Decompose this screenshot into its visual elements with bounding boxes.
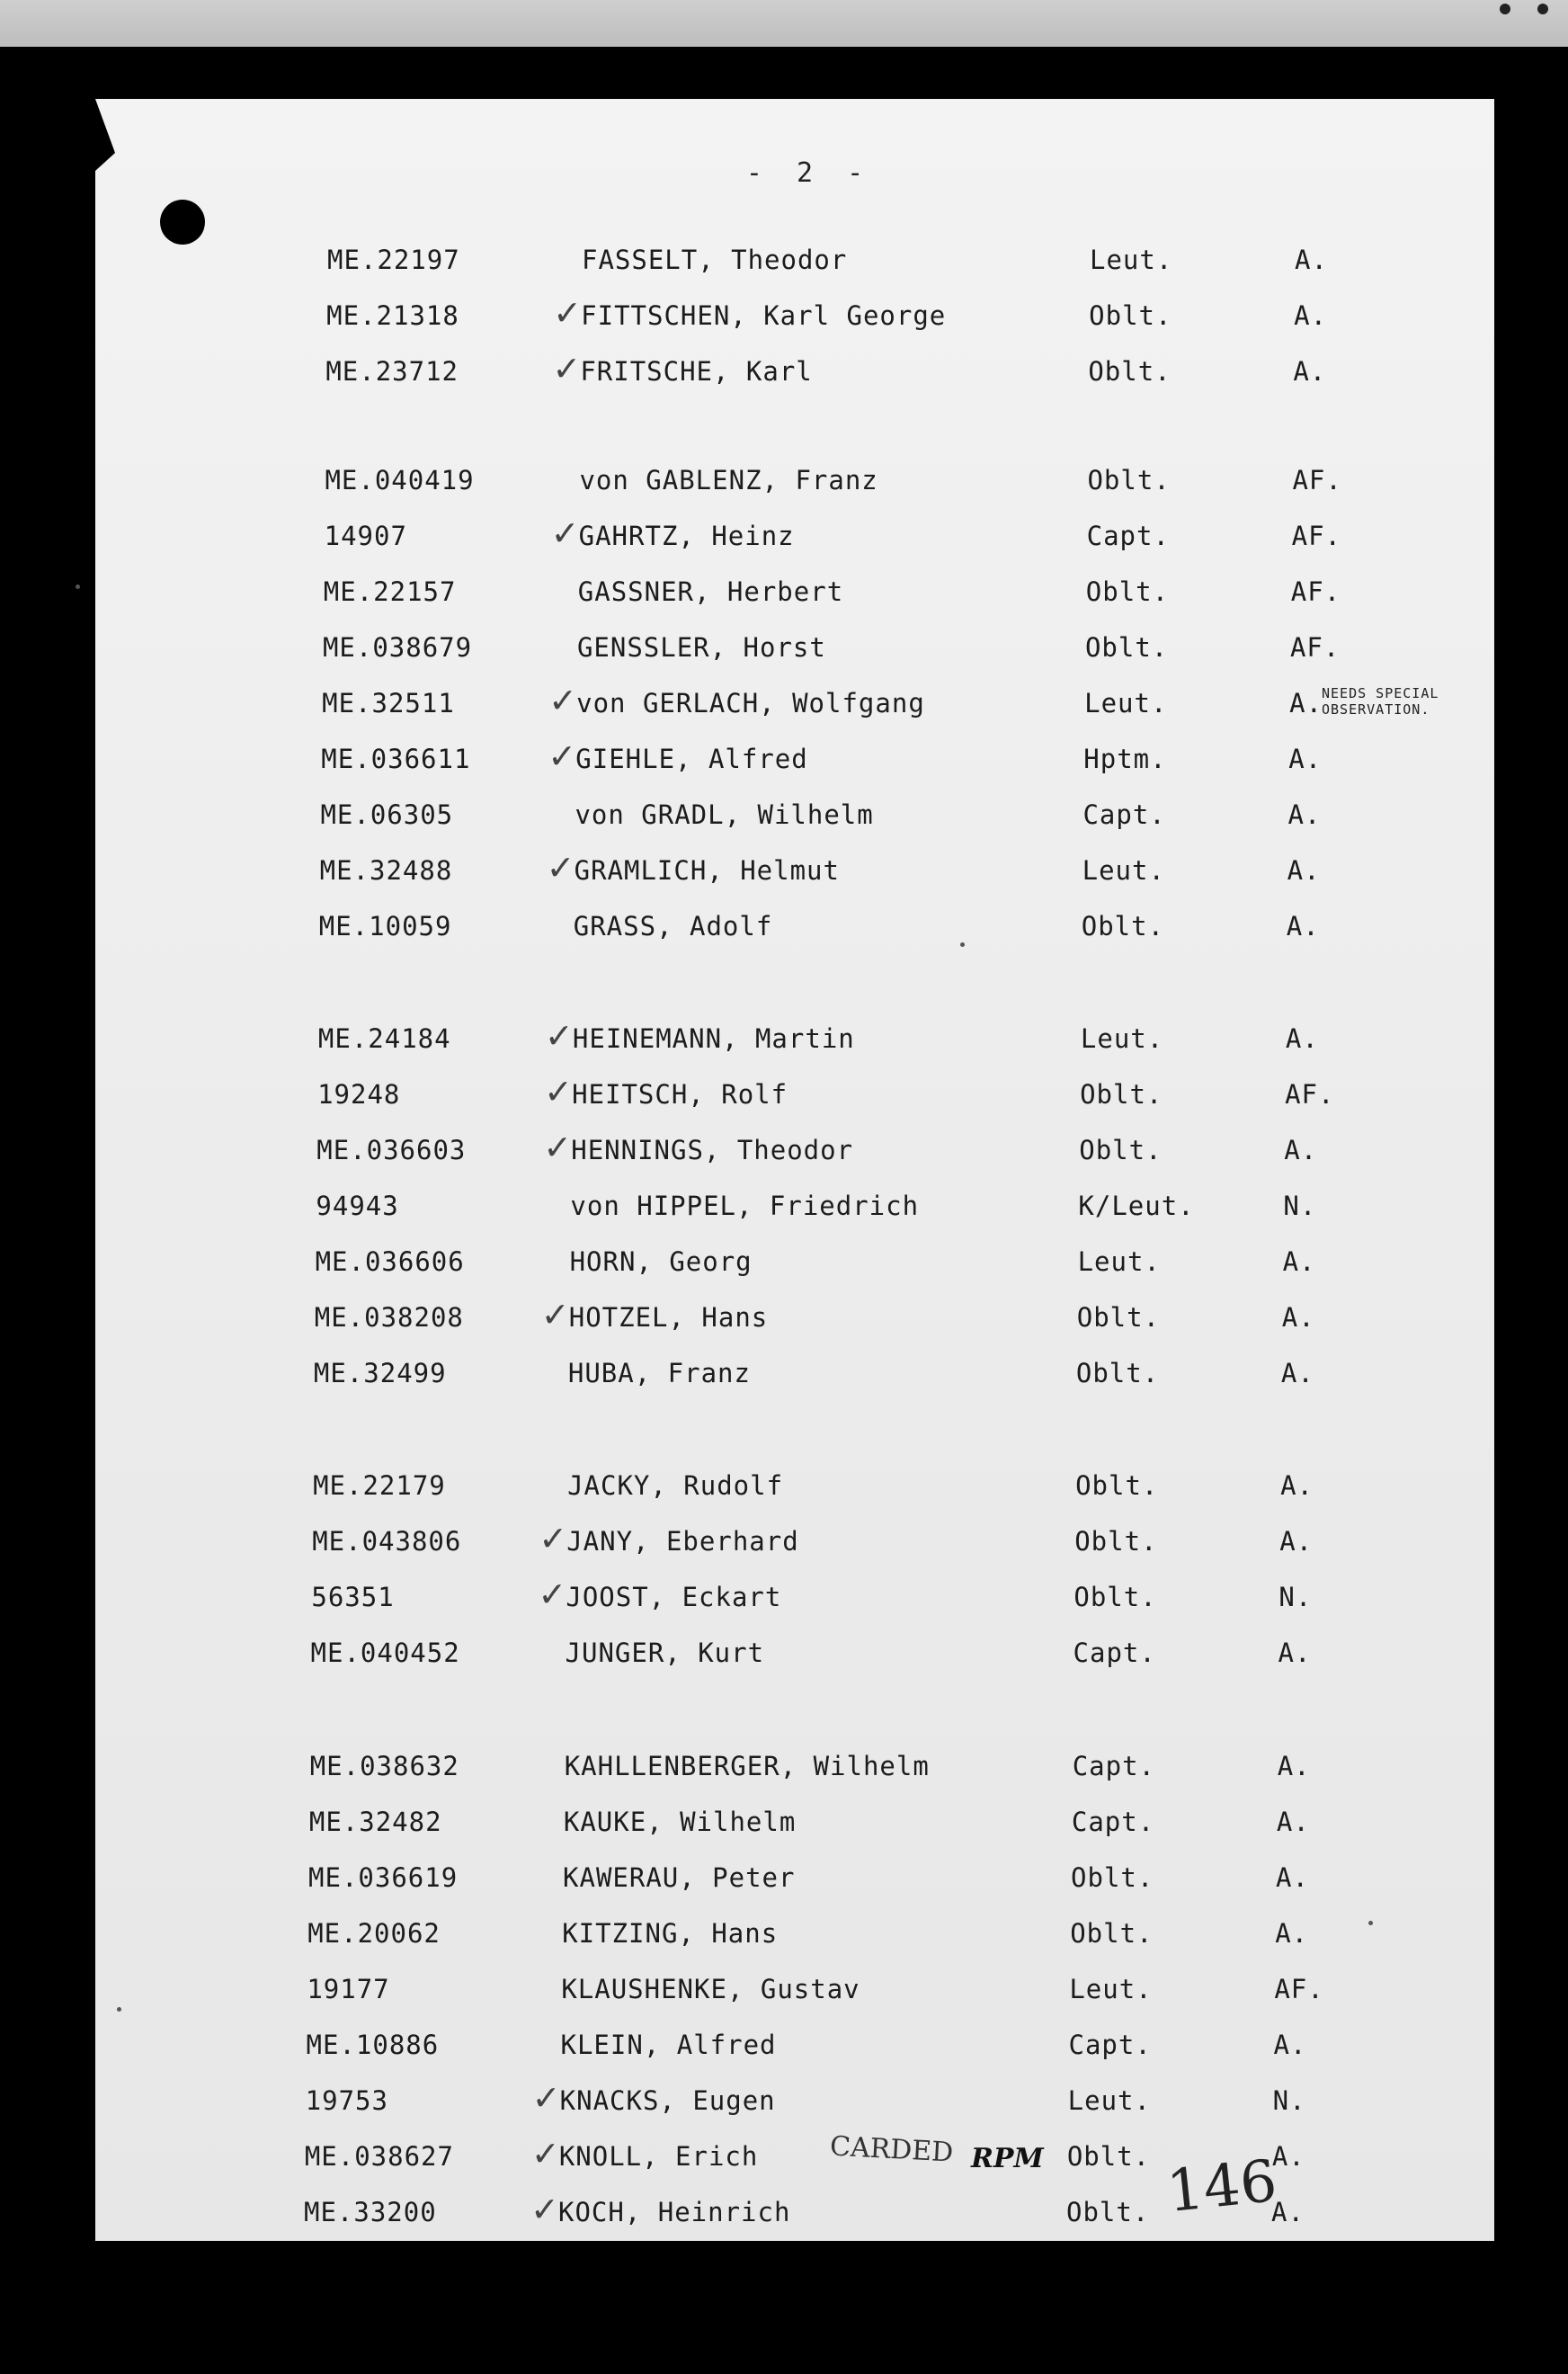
person-rank: Oblt.: [1088, 356, 1172, 387]
person-category: A.: [1275, 1918, 1309, 1949]
person-name: HOTZEL, Hans: [568, 1302, 769, 1333]
person-category: AF.: [1291, 521, 1342, 551]
person-name: KAWERAU, Peter: [563, 1862, 796, 1893]
person-category: A.: [1278, 1638, 1312, 1668]
person-rank: Oblt.: [1076, 1302, 1161, 1333]
person-id: ME.036619: [308, 1862, 459, 1893]
margin-note: [1322, 685, 1474, 718]
list-item: [316, 1246, 1331, 1282]
person-category: A.: [1276, 1807, 1310, 1837]
person-id: ME.32511: [322, 688, 455, 718]
person-category: A.: [1280, 1358, 1314, 1388]
person-category: A.: [1271, 2141, 1305, 2172]
person-category: A.: [1288, 744, 1323, 774]
person-id: ME.32482: [308, 1807, 442, 1837]
person-id: 19753: [305, 2085, 388, 2116]
person-rank: Leut.: [1080, 1023, 1164, 1054]
speck: [76, 585, 80, 589]
person-category: A.: [1273, 2030, 1307, 2060]
person-category: A.: [1277, 1751, 1311, 1781]
person-category: A.: [1287, 799, 1322, 830]
person-id: ME.038679: [322, 632, 473, 663]
person-category: AF.: [1292, 465, 1342, 495]
person-category: A.: [1287, 855, 1321, 886]
check-mark-icon: ✓: [530, 2134, 561, 2173]
person-name: HORN, Georg: [569, 1246, 753, 1277]
person-id: ME.32499: [313, 1358, 447, 1388]
person-id: 56351: [311, 1582, 395, 1612]
person-rank: Hptm.: [1083, 744, 1167, 774]
list-item: [313, 1470, 1331, 1506]
person-category: N.: [1278, 1582, 1313, 1612]
person-category: A.: [1293, 356, 1327, 387]
person-name: KLAUSHENKE, Gustav: [561, 1974, 860, 2004]
list-item: [327, 245, 1331, 281]
list-item: [322, 681, 1331, 724]
speck: [1368, 1921, 1373, 1925]
person-rank: Leut.: [1090, 245, 1173, 275]
person-rank: Capt.: [1071, 1807, 1155, 1837]
person-rank: Oblt.: [1070, 1918, 1154, 1949]
person-id: ME.21318: [326, 300, 459, 331]
person-id: 94943: [316, 1191, 399, 1221]
person-id: 19248: [317, 1079, 401, 1110]
list-item: [308, 1862, 1331, 1898]
person-category: A.: [1295, 245, 1328, 275]
list-item: [312, 1519, 1331, 1562]
check-mark-icon: ✓: [544, 1016, 575, 1056]
person-category: A.: [1285, 1023, 1319, 1054]
list-item: [325, 349, 1331, 392]
person-id: ME.24184: [317, 1023, 451, 1054]
check-mark-icon: ✓: [538, 1575, 568, 1614]
person-id: ME.040452: [310, 1638, 460, 1668]
person-rank: Leut.: [1077, 1246, 1161, 1277]
person-category: A.: [1281, 1302, 1315, 1333]
person-category: A.: [1280, 1470, 1314, 1501]
person-name: HENNINGS, Theodor: [571, 1135, 854, 1165]
person-name: KLEIN, Alfred: [560, 2030, 777, 2060]
person-name: KAHLLENBERGER, Wilhelm: [564, 1751, 930, 1781]
person-id: ME.22157: [323, 576, 457, 607]
person-category: A.: [1271, 2197, 1305, 2227]
person-name: GENSSLER, Horst: [576, 632, 826, 663]
handwritten-number: 146: [1163, 2147, 1280, 2227]
person-id: ME.036611: [321, 744, 471, 774]
person-id: ME.22197: [327, 245, 460, 275]
person-rank: Oblt.: [1075, 1358, 1160, 1388]
list-item: [317, 1016, 1331, 1059]
check-mark-icon: ✓: [553, 293, 583, 333]
person-rank: Leut.: [1082, 855, 1165, 886]
person-rank: Oblt.: [1066, 2197, 1150, 2227]
person-category: AF.: [1285, 1079, 1335, 1110]
handwritten-initials: RPM: [971, 2143, 1044, 2174]
person-name: von GERLACH, Wolfgang: [576, 688, 925, 718]
list-item: [317, 1072, 1335, 1115]
person-name: GIEHLE, Alfred: [575, 744, 808, 774]
list-item: [309, 1807, 1331, 1843]
person-name: GRAMLICH, Helmut: [574, 855, 840, 886]
person-rank: Oblt.: [1079, 1135, 1163, 1165]
person-category: N.: [1283, 1191, 1317, 1221]
person-id: ME.32488: [319, 855, 453, 886]
list-item: [326, 293, 1331, 336]
list-item: [307, 1918, 1331, 1954]
person-category: A.: [1286, 911, 1320, 942]
check-mark-icon: ✓: [544, 1072, 574, 1111]
person-rank: Oblt.: [1074, 1526, 1158, 1557]
list-item: [307, 2030, 1331, 2066]
check-mark-icon: ✓: [539, 1519, 569, 1558]
person-category: AF.: [1274, 1974, 1324, 2004]
person-id: ME.20062: [307, 1918, 441, 1949]
person-name: FRITSCHE, Karl: [580, 356, 813, 387]
person-rank: Oblt.: [1089, 300, 1172, 331]
person-rank: Leut.: [1067, 2085, 1151, 2116]
person-category: A.: [1279, 1526, 1314, 1557]
person-name: KITZING, Hans: [562, 1918, 779, 1949]
check-mark-icon: ✓: [531, 2078, 562, 2118]
person-category: AF.: [1289, 632, 1341, 663]
person-name: GRASS, Adolf: [573, 911, 773, 942]
person-id: ME.038632: [309, 1751, 459, 1781]
carded-stamp: CARDED: [829, 2130, 955, 2169]
person-rank: Oblt.: [1081, 911, 1165, 942]
list-item: [320, 799, 1331, 835]
person-id: 19177: [307, 1974, 390, 2004]
speck: [117, 2007, 121, 2012]
check-mark-icon: ✓: [540, 1295, 571, 1334]
list-item: [311, 1575, 1331, 1618]
check-mark-icon: ✓: [548, 681, 578, 720]
person-rank: Oblt.: [1085, 576, 1170, 607]
person-rank: Leut.: [1069, 1974, 1153, 2004]
person-rank: Oblt.: [1080, 1079, 1163, 1110]
person-name: KNACKS, Eugen: [559, 2085, 776, 2116]
person-category: A.: [1289, 688, 1323, 718]
person-rank: Oblt.: [1084, 632, 1169, 663]
person-category: A.: [1276, 1862, 1309, 1893]
check-mark-icon: ✓: [543, 1128, 574, 1167]
person-category: A.: [1284, 1135, 1318, 1165]
person-id: ME.040419: [325, 465, 475, 495]
person-name: KNOLL, Erich: [558, 2141, 759, 2172]
person-id: ME.10059: [318, 911, 452, 942]
check-mark-icon: ✓: [546, 848, 576, 888]
person-rank: Leut.: [1084, 688, 1168, 718]
list-item: [322, 632, 1341, 668]
person-rank: Oblt.: [1071, 1862, 1154, 1893]
person-id: ME.038627: [304, 2141, 454, 2172]
person-name: FASSELT, Theodor: [582, 245, 848, 275]
person-id: ME.038208: [314, 1302, 464, 1333]
list-item: [314, 1358, 1331, 1394]
speck: [960, 942, 965, 947]
person-id: ME.036603: [316, 1135, 467, 1165]
person-name: GASSNER, Herbert: [577, 576, 844, 607]
person-name: HEITSCH, Rolf: [572, 1079, 788, 1110]
list-item: [324, 513, 1342, 557]
person-category: A.: [1282, 1246, 1316, 1277]
person-name: KOCH, Heinrich: [558, 2197, 791, 2227]
person-category: N.: [1272, 2085, 1306, 2116]
person-id: ME.22179: [313, 1470, 446, 1501]
list-item: [310, 1751, 1331, 1787]
list-item: [316, 1191, 1331, 1227]
check-mark-icon: ✓: [548, 736, 578, 776]
person-id: ME.10886: [306, 2030, 440, 2060]
list-item: [311, 1638, 1331, 1673]
person-id: ME.33200: [304, 2197, 437, 2227]
person-id: ME.036606: [315, 1246, 465, 1277]
person-name: JANY, Eberhard: [566, 1526, 799, 1557]
person-id: ME.23712: [325, 356, 459, 387]
person-rank: Capt.: [1072, 1751, 1156, 1781]
person-rank: Capt.: [1086, 521, 1170, 551]
list-item: [321, 736, 1331, 780]
margin-note-text: NEEDS SPECIAL OBSERVATION.: [1322, 685, 1439, 718]
person-name: von GABLENZ, Franz: [579, 465, 878, 495]
person-name: GAHRTZ, Heinz: [578, 521, 795, 551]
page-number: - 2 -: [745, 157, 873, 189]
person-id: ME.043806: [312, 1526, 462, 1557]
list-item: [323, 576, 1341, 612]
person-name: JUNGER, Kurt: [565, 1638, 765, 1668]
list-item: [305, 2078, 1331, 2121]
list-item: [316, 1128, 1331, 1171]
person-id: 14907: [324, 521, 407, 551]
person-name: FITTSCHEN, Karl George: [581, 300, 947, 331]
person-name: JACKY, Rudolf: [567, 1470, 784, 1501]
person-rank: K/Leut.: [1078, 1191, 1195, 1221]
check-mark-icon: ✓: [530, 2190, 560, 2229]
person-category: A.: [1294, 300, 1328, 331]
person-rank: Oblt.: [1075, 1470, 1159, 1501]
person-name: JOOST, Eckart: [566, 1582, 782, 1612]
person-category: AF.: [1290, 576, 1341, 607]
person-rank: Oblt.: [1074, 1582, 1157, 1612]
check-mark-icon: ✓: [552, 349, 583, 388]
person-id: ME.06305: [320, 799, 454, 830]
person-name: HUBA, Franz: [567, 1358, 751, 1388]
list-item: [314, 1295, 1331, 1338]
list-item: [325, 465, 1342, 501]
person-name: HEINEMANN, Martin: [572, 1023, 855, 1054]
check-mark-icon: ✓: [550, 513, 581, 553]
person-name: KAUKE, Wilhelm: [563, 1807, 797, 1837]
person-name: von GRADL, Wilhelm: [575, 799, 874, 830]
person-rank: Capt.: [1068, 2030, 1152, 2060]
person-rank: Oblt.: [1087, 465, 1171, 495]
person-rank: Capt.: [1073, 1638, 1156, 1668]
list-item: [307, 1974, 1331, 2010]
person-name: von HIPPEL, Friedrich: [570, 1191, 920, 1221]
list-item: [319, 848, 1331, 891]
person-rank: Oblt.: [1066, 2141, 1151, 2172]
list-item: [319, 911, 1331, 947]
person-rank: Capt.: [1082, 799, 1166, 830]
